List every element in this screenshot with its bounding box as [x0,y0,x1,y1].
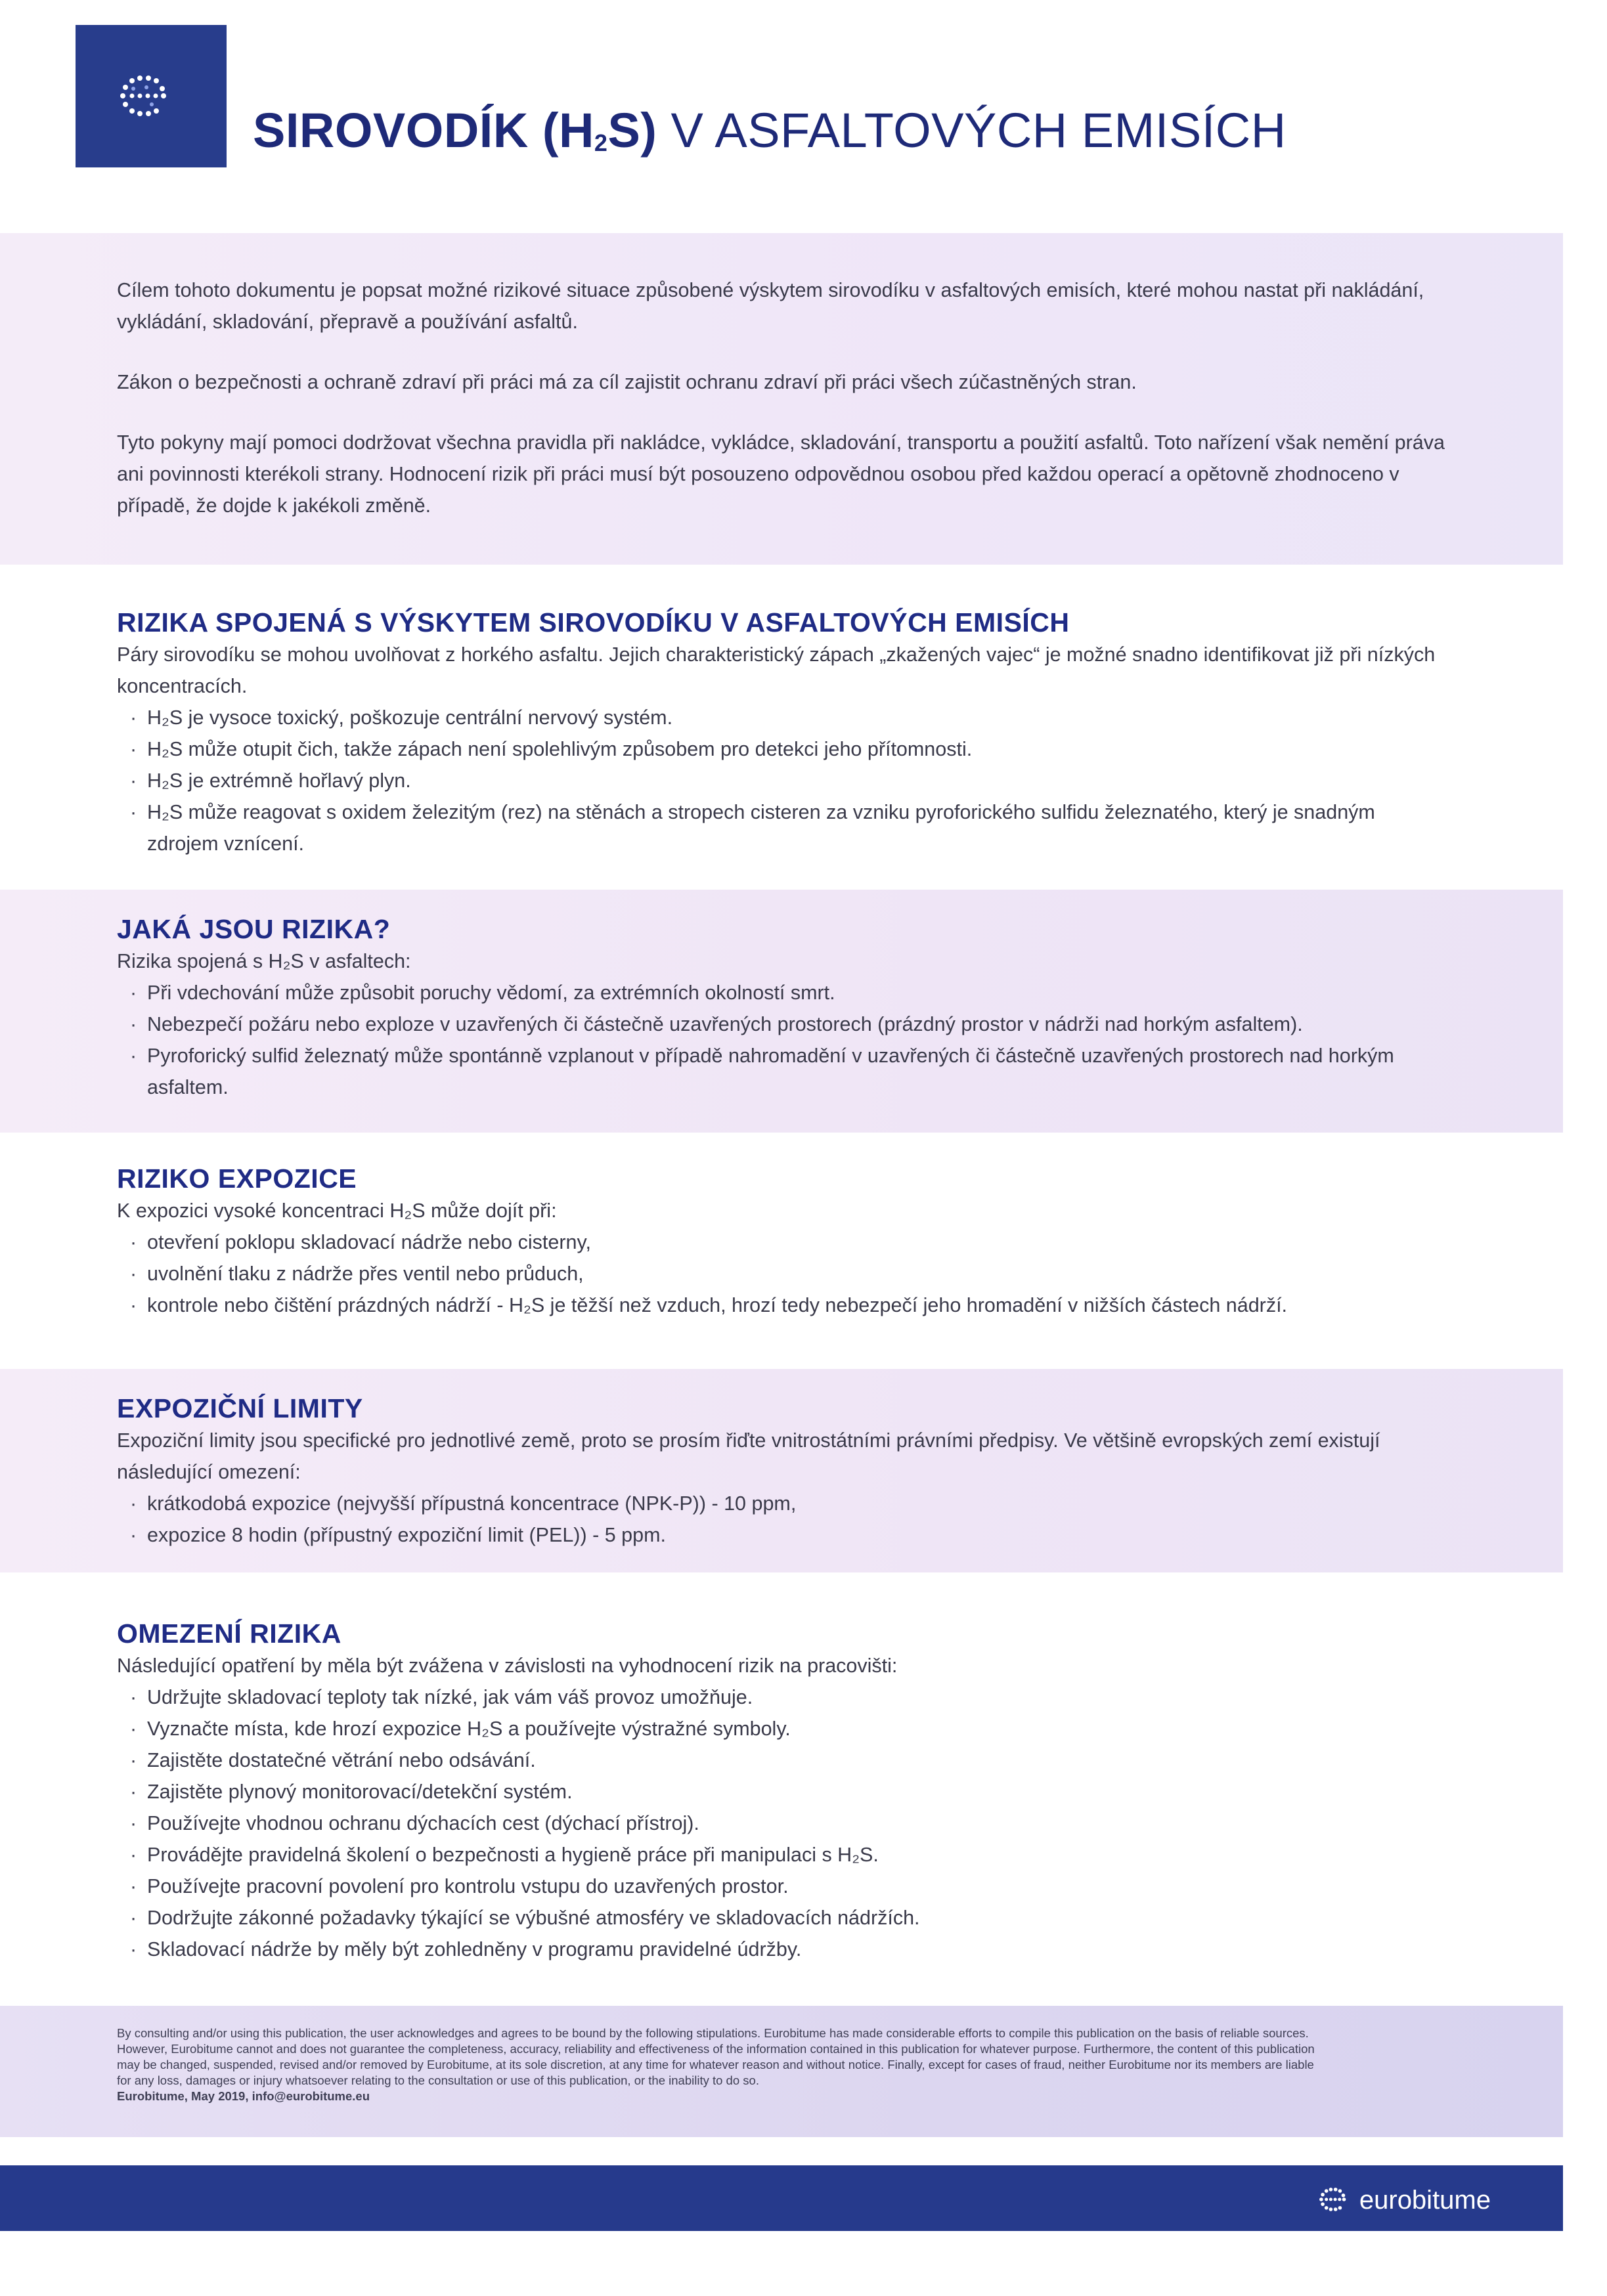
bullet-icon: · [130,982,137,1004]
list-item-text: Zajistěte dostatečné větrání nebo odsávání. [147,1749,536,1771]
list-item [130,1519,1450,1551]
section-riziko-expozice [117,1162,1450,1321]
section-heading: RIZIKA SPOJENÁ S VÝSKYTEM SIROVODÍKU V ASFALTOVÝCH EMISÍCH [117,607,1070,638]
section-rizika-spojena [117,606,1450,859]
list-item-text: H₂S může reagovat s oxidem železitým (rez) na stěnách a stropech cisteren za vzniku pyroforického sulfidu železnatého, který je snadným zdrojem vznícení. [147,801,1375,855]
page-title [253,103,1287,158]
list-item-text: Používejte vhodnou ochranu dýchacích cest (dýchací přístroj). [147,1812,699,1834]
bullet-list [117,1488,1450,1551]
list-item [130,796,1450,859]
section-jaka-jsou-rizika [117,913,1450,1103]
list-item [130,1776,1450,1808]
title-subscript: 2 [594,129,608,156]
list-item [130,1488,1450,1519]
bullet-icon: · [130,1781,137,1803]
section-lead: Expoziční limity jsou specifické pro jednotlivé země, proto se prosím řiďte vnitrostátními právními předpisy. Ve většině evropských zemí existují následující omezení: [117,1429,1380,1483]
eurobitume-logo-icon [114,74,179,120]
title-bold-part: SIROVODÍK (H [253,103,594,158]
bullet-list [117,1681,1450,1965]
list-item-text: Udržujte skladovací teploty tak nízké, jak vám váš provoz umožňuje. [147,1686,753,1708]
bullet-icon: · [130,1492,137,1515]
bullet-icon: · [130,1294,137,1316]
bullet-list [117,977,1450,1103]
list-item [130,1839,1450,1871]
section-lead: K expozici vysoké koncentraci H₂S může dojít při: [117,1200,557,1222]
disclaimer-band [0,2006,1563,2137]
list-item [130,1902,1450,1934]
list-item [130,702,1450,733]
bullet-icon: · [130,1045,137,1067]
list-item [130,1040,1450,1103]
list-item [130,1258,1450,1289]
bullet-icon: · [130,1524,137,1546]
intro-paragraph: Tyto pokyny mají pomoci dodržovat všechna pravidla při nakládce, vykládce, skladování, transportu a použití asfaltů. Toto nařízení však nemění práva ani povinnosti kterékoli strany. Hodnocení rizik při práci musí být posouzeno odpovědnou osobou před každou operací a opětovně zhodnoceno v případě, že dojde k jakékoli změně. [117,431,1445,517]
list-item-text: Používejte pracovní povolení pro kontrolu vstupu do uzavřených prostor. [147,1875,789,1897]
list-item-text: expozice 8 hodin (přípustný expoziční limit (PEL)) - 5 ppm. [147,1524,666,1546]
disclaimer-line: for any loss, damages or injury whatsoever relating to the consultation or use of this publication, or the inability to do so. [117,2073,759,2087]
section-heading: RIZIKO EXPOZICE [117,1163,357,1194]
list-item-text: Provádějte pravidelná školení o bezpečnosti a hygieně práce při manipulaci s H₂S. [147,1844,879,1866]
intro-section [117,274,1450,521]
eurobitume-logo-box [76,25,227,167]
list-item [130,1008,1450,1040]
section-heading: EXPOZIČNÍ LIMITY [117,1393,363,1423]
list-item-text: H₂S je extrémně hořlavý plyn. [147,769,411,792]
section-omezeni-rizika [117,1617,1450,1965]
disclaimer-line: By consulting and/or using this publication, the user acknowledges and agrees to be bound by the following stipulations. Eurobitume has made considerable efforts to compile this publication on the basis of reliable sources. [117,2026,1309,2040]
bullet-list [117,702,1450,859]
title-bold-suffix: S) [607,103,657,158]
list-item-text: Pyroforický sulfid železnatý může spontánně vzplanout v případě nahromadění v uzavřených či částečně uzavřených prostorech nad horkým asfaltem. [147,1045,1394,1098]
bullet-icon: · [130,1013,137,1035]
bullet-icon: · [130,1231,137,1253]
list-item [130,1713,1450,1744]
list-item [130,765,1450,796]
bullet-icon: · [130,1749,137,1771]
bullet-icon: · [130,1875,137,1897]
list-item-text: H₂S může otupit čich, takže zápach není spolehlivým způsobem pro detekci jeho přítomnosti. [147,738,973,760]
bullet-icon: · [130,801,137,823]
disclaimer-line: may be changed, suspended, revised and/or removed by Eurobitume, at its sole discretion, at any time for whatever reason and without notice. Finally, except for cases of fraud, neither Eurobitume nor its members are liable [117,2058,1314,2071]
title-light-part: V ASFALTOVÝCH EMISÍCH [657,103,1287,158]
disclaimer-text [117,2025,1483,2104]
section-heading: OMEZENÍ RIZIKA [117,1618,341,1649]
intro-paragraph: Zákon o bezpečnosti a ochraně zdraví při práci má za cíl zajistit ochranu zdraví při práci všech zúčastněných stran. [117,371,1137,393]
footer-brand [1316,2185,1491,2215]
bullet-icon: · [130,738,137,760]
footer-bar [0,2165,1563,2231]
list-item-text: Zajistěte plynový monitorovací/detekční systém. [147,1781,573,1803]
list-item-text: H₂S je vysoce toxický, poškozuje centrální nervový systém. [147,706,673,729]
bullet-icon: · [130,1938,137,1960]
list-item-text: Při vdechování může způsobit poruchy vědomí, za extrémních okolností smrt. [147,982,835,1004]
list-item-text: uvolnění tlaku z nádrže přes ventil nebo průduch, [147,1263,584,1285]
brand-name: eurobitume [1359,2186,1491,2215]
list-item-text: Nebezpečí požáru nebo exploze v uzavřených či částečně uzavřených prostorech (prázdný prostor v nádrži nad horkým asfaltem). [147,1013,1303,1035]
bullet-icon: · [130,1263,137,1285]
list-item [130,977,1450,1008]
list-item-text: Vyznačte místa, kde hrozí expozice H₂S a používejte výstražné symboly. [147,1718,791,1740]
bullet-icon: · [130,1907,137,1929]
list-item-text: Dodržujte zákonné požadavky týkající se výbušné atmosféry ve skladovacích nádržích. [147,1907,920,1929]
section-expozicni-limity [117,1392,1450,1551]
bullet-icon: · [130,1844,137,1866]
bullet-icon: · [130,769,137,792]
bullet-icon: · [130,1686,137,1708]
list-item [130,1871,1450,1902]
bullet-icon: · [130,1812,137,1834]
list-item [130,1744,1450,1776]
list-item [130,1289,1450,1321]
list-item [130,1934,1450,1965]
disclaimer-line: However, Eurobitume cannot and does not guarantee the completeness, accuracy, reliability and effectiveness of the information contained in this publication for whatever purpose. Furthermore, the content of this publication [117,2042,1315,2056]
section-lead: Rizika spojená s H₂S v asfaltech: [117,950,411,972]
list-item-text: kontrole nebo čištění prázdných nádrží - H₂S je těžší než vzduch, hrozí tedy nebezpečí jeho hromadění v nižších částech nádrží. [147,1294,1288,1316]
list-item [130,733,1450,765]
bullet-list [117,1226,1450,1321]
bullet-icon: · [130,1718,137,1740]
bullet-icon: · [130,706,137,729]
section-heading: JAKÁ JSOU RIZIKA? [117,914,391,944]
list-item-text: Skladovací nádrže by měly být zohledněny v programu pravidelné údržby. [147,1938,802,1960]
eurobitume-logo-icon [1316,2187,1353,2213]
section-lead: Následující opatření by měla být zvážena v závislosti na vyhodnocení rizik na pracovišti: [117,1655,898,1677]
list-item [130,1226,1450,1258]
list-item [130,1681,1450,1713]
list-item-text: krátkodobá expozice (nejvyšší přípustná koncentrace (NPK-P)) - 10 ppm, [147,1492,797,1515]
section-lead: Páry sirovodíku se mohou uvolňovat z horkého asfaltu. Jejich charakteristický zápach „zkažených vajec“ je možné snadno identifikovat již při nízkých koncentracích. [117,643,1436,697]
list-item [130,1808,1450,1839]
list-item-text: otevření poklopu skladovací nádrže nebo cisterny, [147,1231,591,1253]
disclaimer-credit: Eurobitume, May 2019, info@eurobitume.eu [117,2089,370,2103]
intro-paragraph: Cílem tohoto dokumentu je popsat možné rizikové situace způsobené výskytem sirovodíku v asfaltových emisích, které mohou nastat při nakládání, vykládání, skladování, přepravě a používání asfaltů. [117,279,1424,333]
